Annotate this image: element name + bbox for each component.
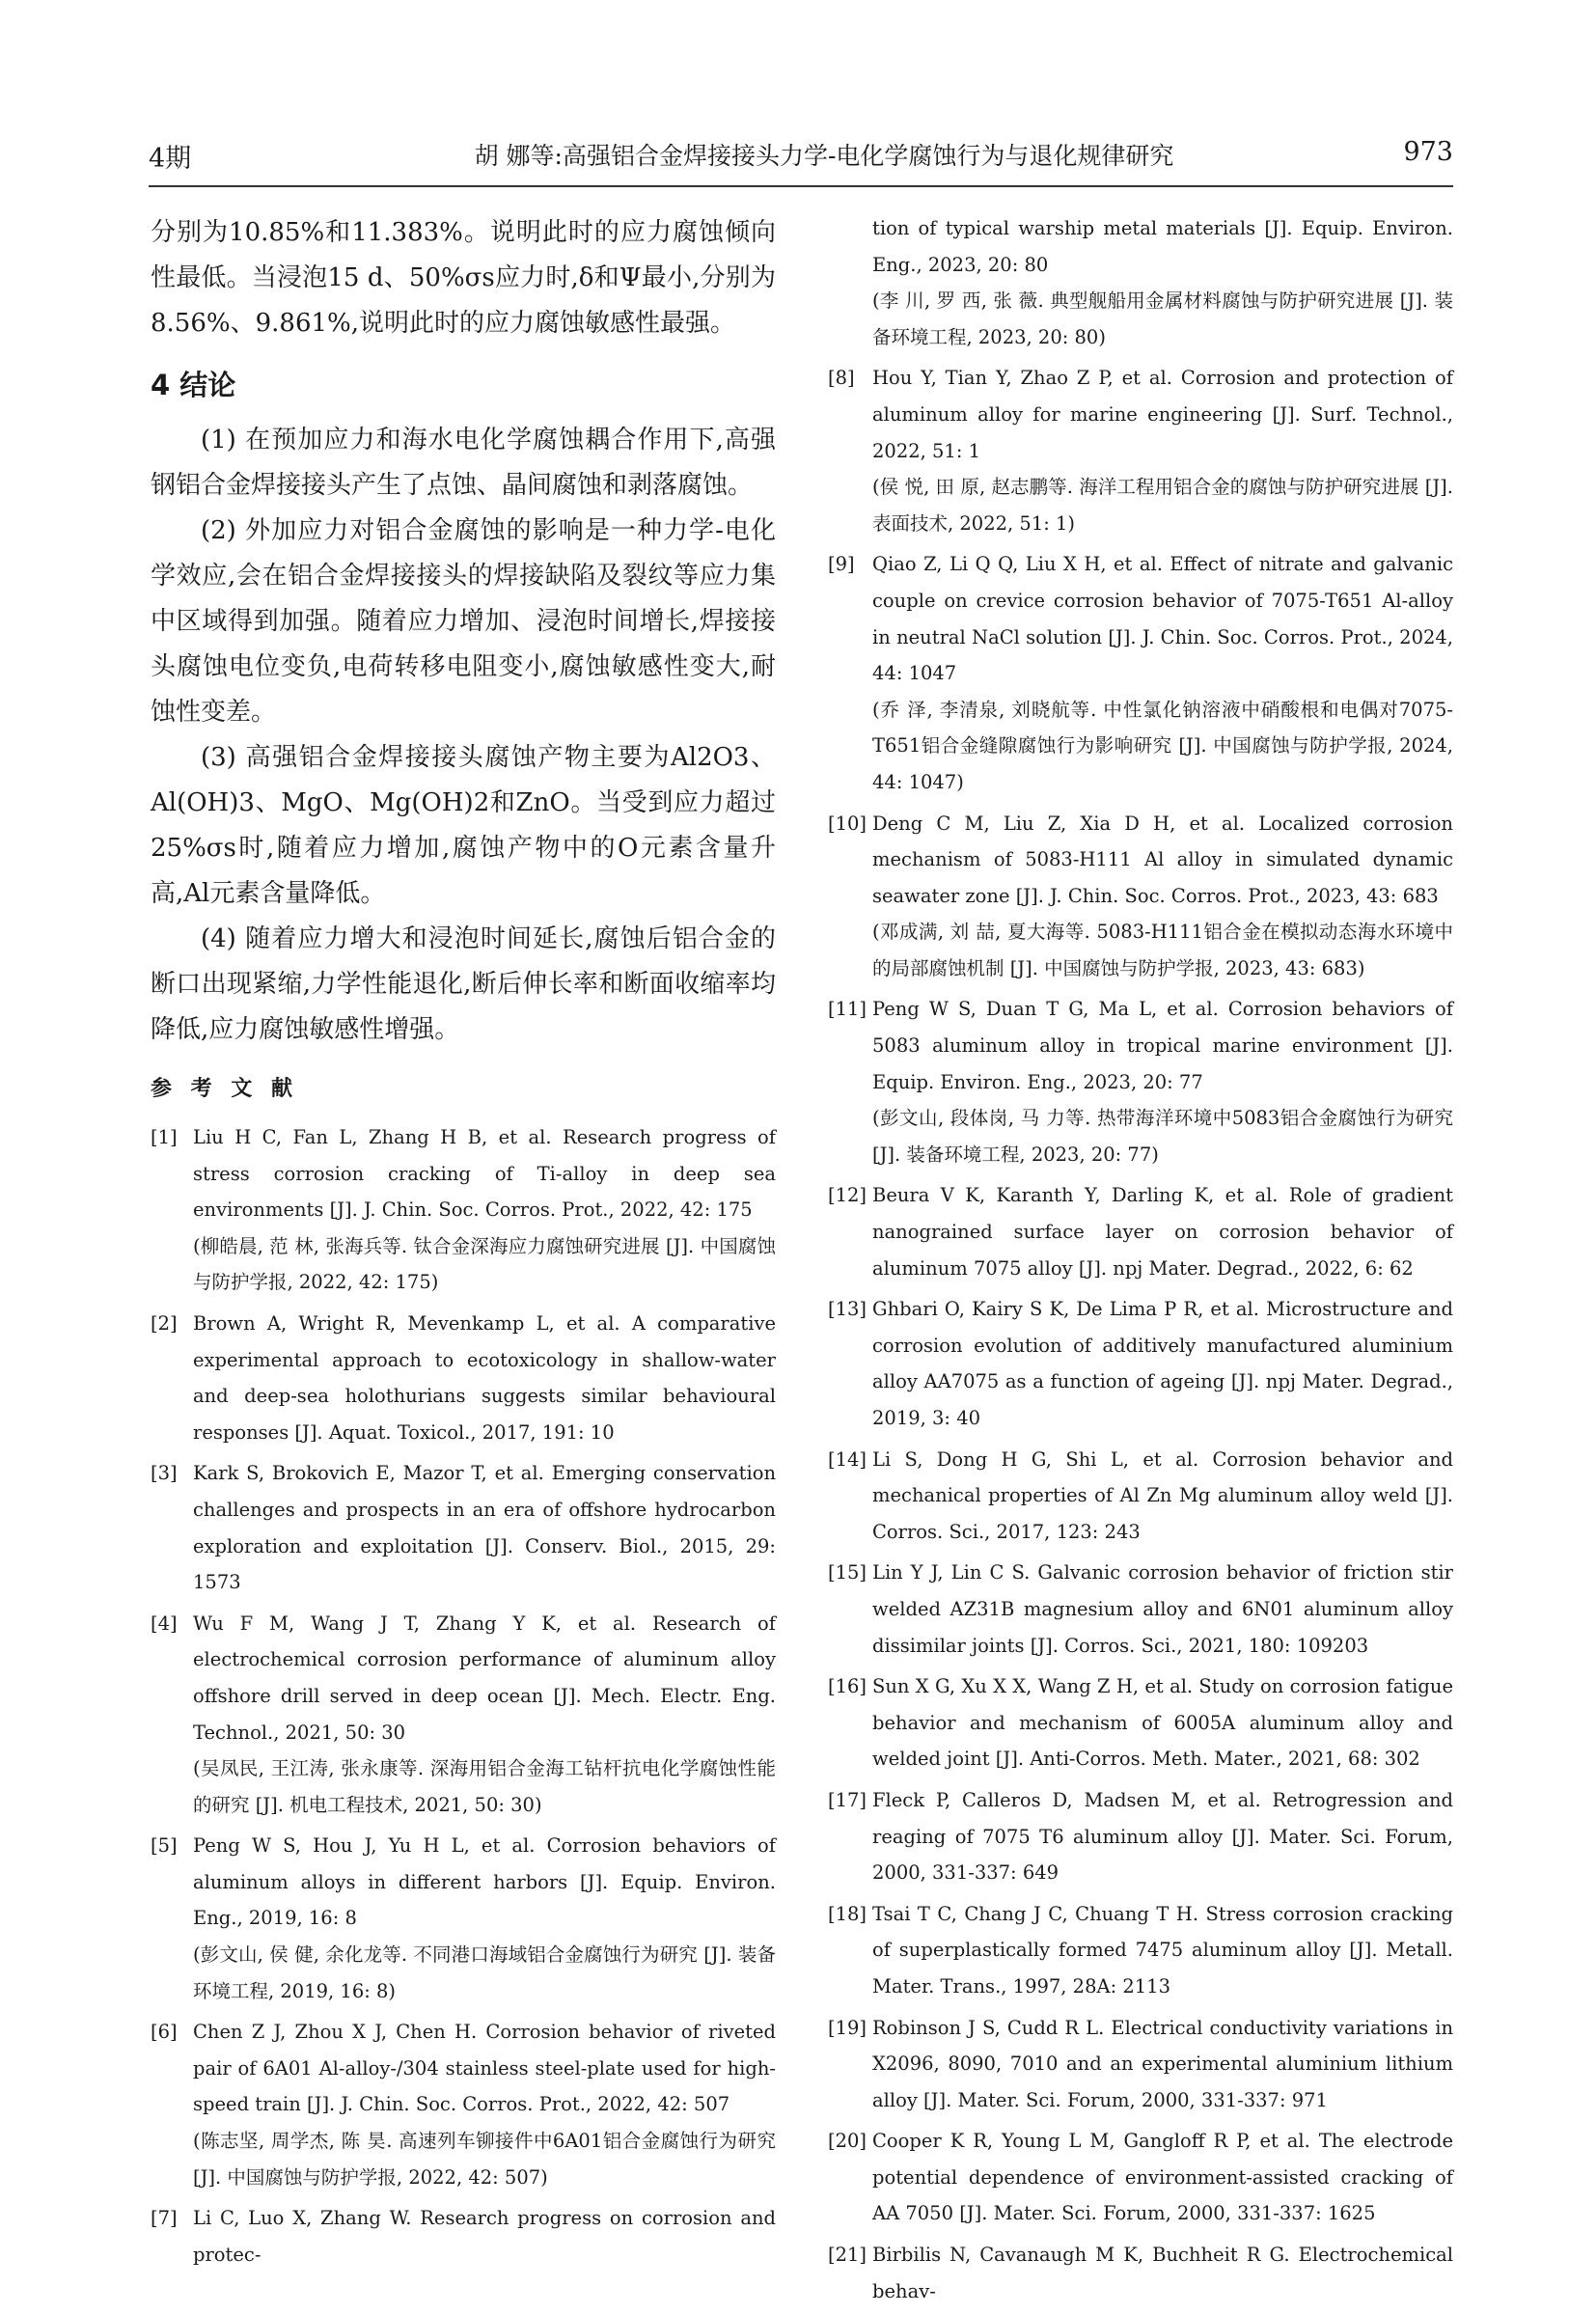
reference-number: [16] <box>828 1675 867 1698</box>
reference-translation: (彭文山, 段体岗, 马 力等. 热带海洋环境中5083铝合金腐蚀行为研究 [J]. 装备环境工程, 2023, 20: 77) <box>872 1107 1453 1166</box>
reference-translation: (侯 悦, 田 原, 赵志鹏等. 海洋工程用铝合金的腐蚀与防护研究进展 [J]. 表面技术, 2022, 51: 1) <box>872 476 1453 535</box>
intro-paragraph: 分别为10.85%和11.383%。说明此时的应力腐蚀倾向性最低。当浸泡15 d、50%σs应力时,δ和Ψ最小,分别为8.56%、9.861%,说明此时的应力腐蚀敏感性最强。 <box>151 218 776 338</box>
reference-number: [2] <box>151 1311 178 1335</box>
reference-body <box>872 1896 1453 2005</box>
conclusion-title: 4 结论 <box>151 369 236 401</box>
reference-text: Liu H C, Fan L, Zhang H B, et al. Research progress of stress corrosion cracking of Ti-alloy in deep sea environments [J]. J. Chin. Soc. Corros. Prot., 2022, 42: 175 <box>193 1126 776 1222</box>
reference-item <box>151 1119 776 1301</box>
reference-text: Chen Z J, Zhou X J, Chen H. Corrosion behavior of riveted pair of 6A01 Al-alloy-/304 stainless steel-plate used for high-speed train [J]. J. Chin. Soc. Corros. Prot., 2022, 42: 507 <box>193 2021 776 2116</box>
reference-body <box>872 546 1453 800</box>
reference-body <box>872 210 1453 355</box>
reference-number: [10] <box>828 812 867 835</box>
issue-label: 4期 <box>149 144 192 174</box>
reference-body <box>872 2010 1453 2119</box>
reference-body <box>872 1668 1453 1777</box>
page-header <box>149 137 1453 176</box>
reference-item <box>828 991 1453 1172</box>
reference-body <box>872 360 1453 541</box>
reference-number: [7] <box>151 2207 178 2230</box>
reference-body <box>872 2237 1453 2309</box>
reference-number: [19] <box>828 2016 867 2039</box>
reference-text: Tsai T C, Chang J C, Chuang T H. Stress corrosion cracking of superplastically formed 7475 aluminum alloy [J]. Metall. Mater. Trans., 1997, 28A: 2113 <box>872 1902 1453 1997</box>
reference-body <box>193 1828 776 2009</box>
reference-number <box>828 210 872 355</box>
reference-number: [14] <box>828 1447 867 1471</box>
conclusion-paragraph: (1) 在预加应力和海水电化学腐蚀耦合作用下,高强钢铝合金焊接接头产生了点蚀、晶间腐蚀和剥落腐蚀。 <box>151 426 776 500</box>
reference-item <box>828 1442 1453 1551</box>
reference-text: Robinson J S, Cudd R L. Electrical conductivity variations in X2096, 8090, 7010 and an experimental aluminium lithium alloy [J]. Mater. Sci. Forum, 2000, 331-337: 971 <box>872 2016 1453 2111</box>
header-rule <box>149 185 1453 187</box>
reference-body <box>193 1306 776 1450</box>
running-title: 胡 娜等:高强铝合金焊接接头力学-电化学腐蚀行为与退化规律研究 <box>474 142 1174 170</box>
reference-number: [5] <box>151 1834 178 1858</box>
reference-text: tion of typical warship metal materials [J]. Equip. Environ. Eng., 2023, 20: 80 <box>872 217 1453 276</box>
reference-item <box>828 1668 1453 1777</box>
reference-text: Li C, Luo X, Zhang W. Research progress on corrosion and protec- <box>193 2207 776 2266</box>
conclusion-paragraph: (2) 外加应力对铝合金腐蚀的影响是一种力学-电化学效应,会在铝合金焊接接头的焊接缺陷及裂纹等应力集中区域得到加强。随着应力增加、浸泡时间增长,焊接接头腐蚀电位变负,电荷转移电阻变小,腐蚀敏感性变大,耐蚀性变差。 <box>151 516 776 727</box>
reference-text: Peng W S, Hou J, Yu H L, et al. Corrosion behaviors of aluminum alloys in different harbors [J]. Equip. Environ. Eng., 2019, 16: 8 <box>193 1834 776 1930</box>
reference-item <box>828 546 1453 800</box>
reference-text: Birbilis N, Cavanaugh M K, Buchheit R G. Electrochemical behav- <box>872 2244 1453 2302</box>
page-number: 973 <box>1403 137 1453 167</box>
reference-body <box>872 1291 1453 1436</box>
reference-body <box>872 1555 1453 1664</box>
reference-number: [20] <box>828 2130 867 2153</box>
reference-item <box>828 1896 1453 2005</box>
reference-number: [11] <box>828 998 867 1021</box>
reference-body <box>193 2200 776 2273</box>
reference-text: Brown A, Wright R, Mevenkamp L, et al. A comparative experimental approach to ecotoxicology in shallow-water and deep-sea holothurians suggests similar behavioural responses [J]. Aquat. Toxicol., 2017, 191: 10 <box>193 1311 776 1444</box>
reference-body <box>193 1455 776 1600</box>
reference-text: Deng C M, Liu Z, Xia D H, et al. Localized corrosion mechanism of 5083-H111 Al alloy in simulated dynamic seawater zone [J]. J. Chin. Soc. Corros. Prot., 2023, 43: 683 <box>872 812 1453 907</box>
reference-item <box>151 1306 776 1450</box>
reference-number: [15] <box>828 1561 867 1584</box>
reference-list-right <box>828 210 1453 2309</box>
reference-translation: (邓成满, 刘 喆, 夏大海等. 5083-H111铝合金在模拟动态海水环境中的局部腐蚀机制 [J]. 中国腐蚀与防护学报, 2023, 43: 683) <box>872 921 1453 979</box>
reference-text: Fleck P, Calleros D, Madsen M, et al. Retrogression and reaging of 7075 T6 aluminum alloy [J]. Mater. Sci. Forum, 2000, 331-337: 649 <box>872 1788 1453 1885</box>
reference-translation: (陈志坚, 周学杰, 陈 昊. 高速列车铆接件中6A01铝合金腐蚀行为研究 [J]. 中国腐蚀与防护学报, 2022, 42: 507) <box>193 2130 776 2189</box>
reference-text: Beura V K, Karanth Y, Darling K, et al. Role of gradient nanograined surface layer on corrosion behavior of aluminum 7075 alloy [J]. npj Mater. Degrad., 2022, 6: 62 <box>872 1184 1453 1280</box>
reference-text: Kark S, Brokovich E, Mazor T, et al. Emerging conservation challenges and prospects in an era of offshore hydrocarbon exploration and exploitation [J]. Conserv. Biol., 2015, 29: 1573 <box>193 1462 776 1594</box>
reference-item <box>828 360 1453 541</box>
reference-number: [21] <box>828 2244 867 2267</box>
reference-number: [6] <box>151 2021 178 2044</box>
reference-text: Sun X G, Xu X X, Wang Z H, et al. Study on corrosion fatigue behavior and mechanism of 6005A aluminum alloy and welded joint [J]. Anti-Corros. Meth. Mater., 2021, 68: 302 <box>872 1675 1453 1771</box>
reference-number: [3] <box>151 1462 178 1485</box>
reference-item <box>828 1291 1453 1436</box>
reference-translation: (李 川, 罗 西, 张 薇. 典型舰船用金属材料腐蚀与防护研究进展 [J]. 装备环境工程, 2023, 20: 80) <box>872 289 1453 348</box>
reference-text: Peng W S, Duan T G, Ma L, et al. Corrosion behaviors of 5083 aluminum alloy in tropical marine environment [J]. Equip. Environ. Eng., 2023, 20: 77 <box>872 998 1453 1093</box>
reference-text: Wu F M, Wang J T, Zhang Y K, et al. Research of electrochemical corrosion performance of aluminum alloy offshore drill served in deep ocean [J]. Mech. Electr. Eng. Technol., 2021, 50: 30 <box>193 1612 776 1744</box>
reference-item <box>828 2123 1453 2232</box>
reference-body <box>872 1177 1453 1286</box>
reference-text: Ghbari O, Kairy S K, De Lima P R, et al. Microstructure and corrosion evolution of additively manufactured aluminium alloy AA7075 as a function of ageing [J]. npj Mater. Degrad., 2019, 3: 40 <box>872 1298 1453 1429</box>
reference-number: [8] <box>828 367 855 390</box>
reference-body <box>872 991 1453 1172</box>
references-title: 参 考 文 献 <box>151 1077 298 1101</box>
reference-item <box>828 2237 1453 2309</box>
reference-translation: (乔 泽, 李清泉, 刘晓航等. 中性氯化钠溶液中硝酸根和电偶对7075-T651铝合金缝隙腐蚀行为影响研究 [J]. 中国腐蚀与防护学报, 2024, 44: 1047) <box>872 698 1453 793</box>
conclusion-paragraph: (4) 随着应力增大和浸泡时间延长,腐蚀后铝合金的断口出现紧缩,力学性能退化,断后伸长率和断面收缩率均降低,应力腐蚀敏感性增强。 <box>151 924 776 1044</box>
reference-item <box>151 1455 776 1600</box>
reference-item <box>151 2014 776 2195</box>
reference-translation: (彭文山, 侯 健, 余化龙等. 不同港口海域铝合金腐蚀行为研究 [J]. 装备环境工程, 2019, 16: 8) <box>193 1943 776 2002</box>
left-column <box>151 210 776 2277</box>
reference-body <box>193 1606 776 1824</box>
reference-text: Cooper K R, Young L M, Gangloff R P, et al. The electrode potential dependence of environment-assisted cracking of AA 7050 [J]. Mater. Sci. Forum, 2000, 331-337: 1625 <box>872 2130 1453 2225</box>
reference-number: [12] <box>828 1184 867 1207</box>
reference-number: [9] <box>828 553 855 576</box>
reference-translation: (吴凤民, 王江涛, 张永康等. 深海用铝合金海工钻杆抗电化学腐蚀性能的研究 [J]. 机电工程技术, 2021, 50: 30) <box>193 1757 776 1816</box>
reference-item <box>828 210 1453 355</box>
reference-item <box>828 1782 1453 1891</box>
reference-body <box>872 1782 1453 1891</box>
reference-item <box>828 2010 1453 2119</box>
reference-body <box>193 1119 776 1301</box>
reference-item <box>828 1555 1453 1664</box>
reference-body <box>872 1442 1453 1551</box>
reference-item <box>828 1177 1453 1286</box>
conclusion-paragraph: (3) 高强铝合金焊接接头腐蚀产物主要为Al2O3、Al(OH)3、MgO、Mg(OH)2和ZnO。当受到应力超过25%σs时,随着应力增加,腐蚀产物中的O元素含量升高,Al元素含量降低。 <box>151 743 776 908</box>
reference-list-left <box>151 1119 776 2273</box>
reference-item <box>828 806 1453 987</box>
reference-number: [1] <box>151 1126 178 1148</box>
reference-item <box>151 1606 776 1824</box>
reference-body <box>872 806 1453 987</box>
reference-text: Qiao Z, Li Q Q, Liu X H, et al. Effect of nitrate and galvanic couple on crevice corrosion behavior of 7075-T651 Al-alloy in neutral NaCl solution [J]. J. Chin. Soc. Corros. Prot., 2024, 44: 1047 <box>872 553 1453 685</box>
reference-text: Li S, Dong H G, Shi L, et al. Corrosion behavior and mechanical properties of Al Zn Mg aluminum alloy weld [J]. Corros. Sci., 2017, 123: 243 <box>872 1447 1453 1543</box>
reference-body <box>872 2123 1453 2232</box>
reference-item <box>151 2200 776 2273</box>
reference-number: [18] <box>828 1902 867 1925</box>
reference-number: [13] <box>828 1298 867 1321</box>
reference-item <box>151 1828 776 2009</box>
reference-body <box>193 2014 776 2195</box>
right-column <box>828 210 1453 2314</box>
reference-number: [4] <box>151 1612 178 1635</box>
reference-text: Hou Y, Tian Y, Zhao Z P, et al. Corrosion and protection of aluminum alloy for marine engineering [J]. Surf. Technol., 2022, 51: 1 <box>872 367 1453 462</box>
reference-number: [17] <box>828 1788 867 1811</box>
reference-text: Lin Y J, Lin C S. Galvanic corrosion behavior of friction stir welded AZ31B magnesium alloy and 6N01 aluminum alloy dissimilar joints [J]. Corros. Sci., 2021, 180: 109203 <box>872 1561 1453 1657</box>
reference-translation: (柳皓晨, 范 林, 张海兵等. 钛合金深海应力腐蚀研究进展 [J]. 中国腐蚀与防护学报, 2022, 42: 175) <box>193 1234 776 1294</box>
